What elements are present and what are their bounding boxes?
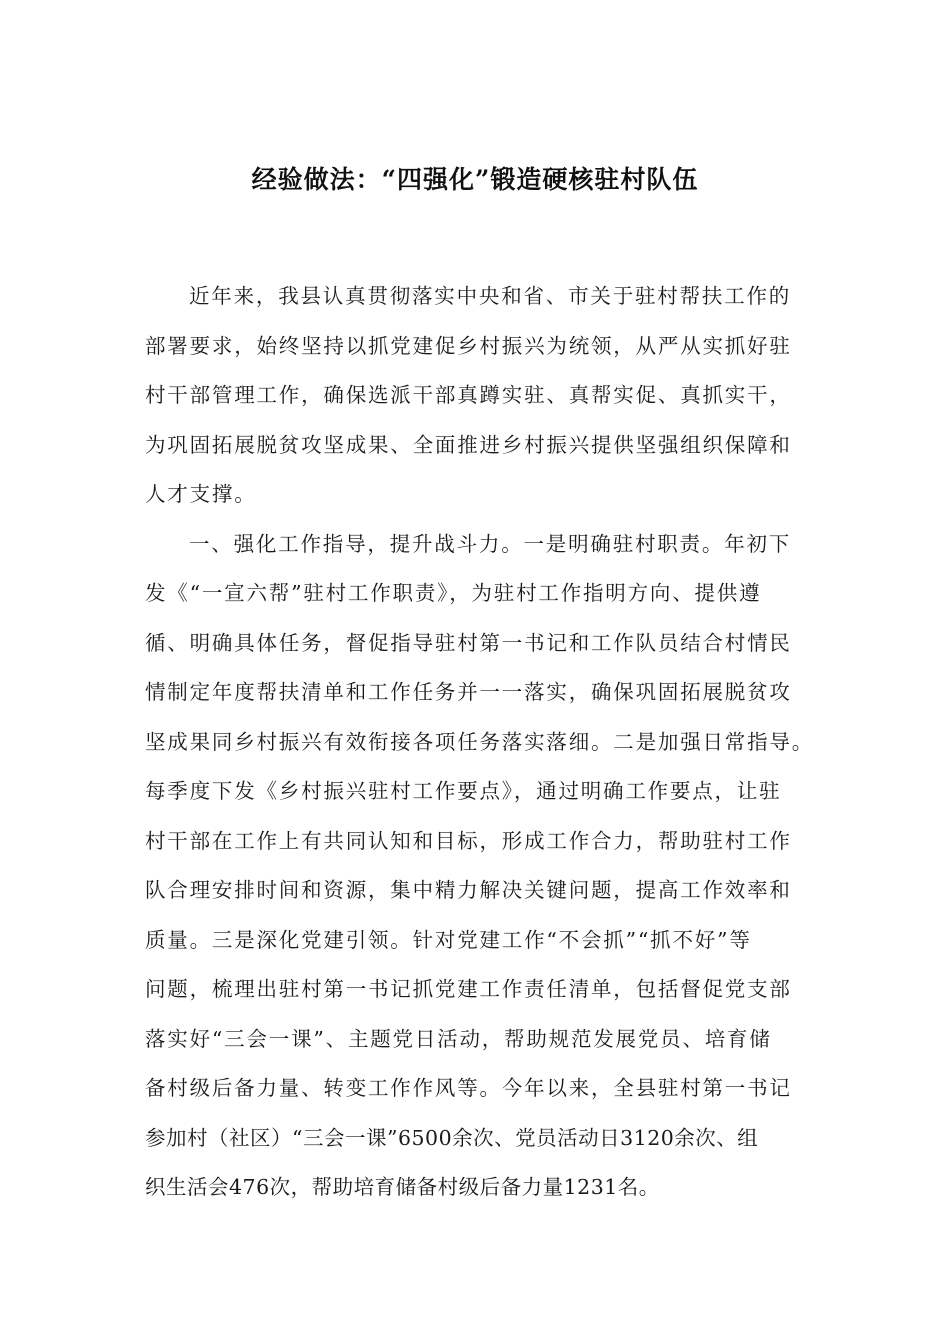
paragraph-line: 情制定年度帮扶清单和工作任务并一一落实，确保巩固拓展脱贫攻 [145,680,792,704]
paragraph-line: 落实好“三会一课”、主题党日活动，帮助规范发展党员、培育储 [145,1026,772,1051]
paragraph-line: 循、明确具体任务，督促指导驻村第一书记和工作队员结合村情民 [145,630,792,655]
paragraph-line: 发《“一宣六帮”驻村工作职责》，为驻村工作指明方向、提供遵 [145,581,762,605]
paragraph-line: 一、强化工作指导，提升战斗力。一是明确驻村职责。年初下 [189,531,792,556]
paragraph-line: 队合理安排时间和资源，集中精力解决关键问题，提高工作效率和 [145,878,792,902]
paragraph-line: 人才支撑。 [145,482,257,506]
paragraph-line: 坚成果同乡村振兴有效衔接各项任务落实落细。二是加强日常指导。 [145,729,814,754]
paragraph-line: 参加村（社区）“三会一课”6500余次、党员活动日3120余次、组 [145,1125,759,1150]
document-title: 经验做法：“四强化”锻造硬核驻村队伍 [251,165,699,194]
paragraph-section-one [145,522,835,1215]
paragraph-line: 部署要求，始终坚持以抓党建促乡村振兴为统领，从严从实抓好驻 [145,333,792,358]
paragraph-line: 为巩固拓展脱贫攻坚成果、全面推进乡村振兴提供坚强组织保障和 [145,432,792,457]
paragraph-line: 质量。三是深化党建引领。针对党建工作“不会抓”“抓不好”等 [145,927,752,952]
paragraph-line: 备村级后备力量、转变工作作风等。今年以来，全县驻村第一书记 [145,1076,792,1100]
document-body [145,274,835,1215]
paragraph-line: 村干部在工作上有共同认知和目标，形成工作合力，帮助驻村工作 [145,828,792,853]
paragraph-line: 织生活会476次，帮助培育储备村级后备力量1231名。 [145,1175,660,1199]
paragraph-line: 村干部管理工作，确保选派干部真蹲实驻、真帮实促、真抓实干， [145,383,792,407]
paragraph-line: 问题，梳理出驻村第一书记抓党建工作责任清单，包括督促党支部 [145,977,792,1001]
paragraph-intro [145,274,835,522]
paragraph-line: 近年来，我县认真贯彻落实中央和省、市关于驻村帮扶工作的 [189,284,792,308]
paragraph-line: 每季度下发《乡村振兴驻村工作要点》，通过明确工作要点，让驻 [145,779,782,803]
